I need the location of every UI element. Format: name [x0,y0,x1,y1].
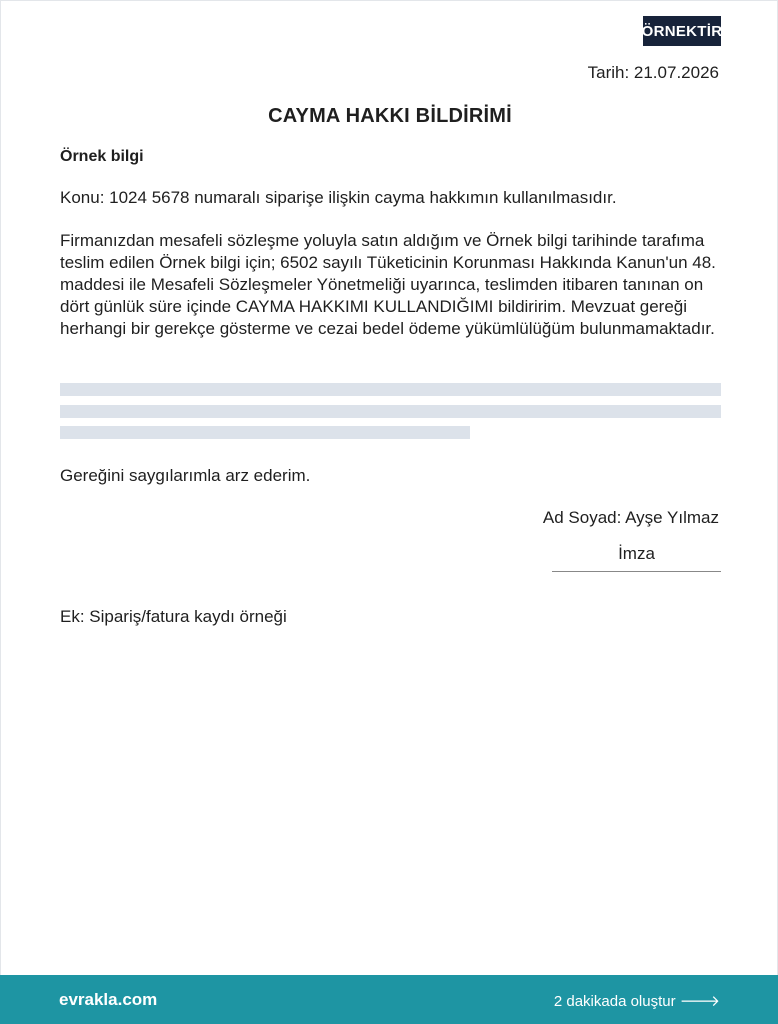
footer-bar [0,975,778,1024]
redacted-line [60,383,721,396]
recipient-name: Örnek bilgi [60,148,144,165]
attachment-note: Ek: Sipariş/fatura kaydı örneği [60,607,287,626]
subject-line: Konu: 1024 5678 numaralı siparişe ilişkin cayma hakkımın kullanılmasıdır. [60,188,617,207]
date-line: Tarih: 21.07.2026 [587,63,719,82]
signature-line [552,571,721,572]
redacted-line [60,426,470,439]
sample-badge: ÖRNEKTİR [643,16,721,46]
create-cta-link[interactable]: 2 dakikada oluştur 🡒 [553,993,720,1010]
document-title: CAYMA HAKKI BİLDİRİMİ [268,105,512,127]
signer-name: Ad Soyad: Ayşe Yılmaz [542,508,719,527]
closing-line: Gereğini saygılarımla arz ederim. [60,466,311,485]
signature-label: İmza [618,544,655,563]
body-paragraph: Firmanızdan mesafeli sözleşme yoluyla satın aldığım ve Örnek bilgi tarihinde tarafıma teslim edilen Örnek bilgi için; 6502 sayılı Tüketicinin Korunması Hakkında Kanun'un 48. maddesi ile Mesafeli Sözleşmeler Yönetmeliği uyarınca, teslimden itibaren tanınan on dört günlük süre içinde CAYMA HAKKIMI KULLANDIĞIMI bildiririm. Mevzuat gereği herhangi bir gerekçe gösterme ve cezai bedel ödeme yükümlülüğüm bulunmamaktadır. [60,231,716,338]
brand-link[interactable]: evrakla.com [59,990,158,1009]
redacted-line [60,405,721,418]
